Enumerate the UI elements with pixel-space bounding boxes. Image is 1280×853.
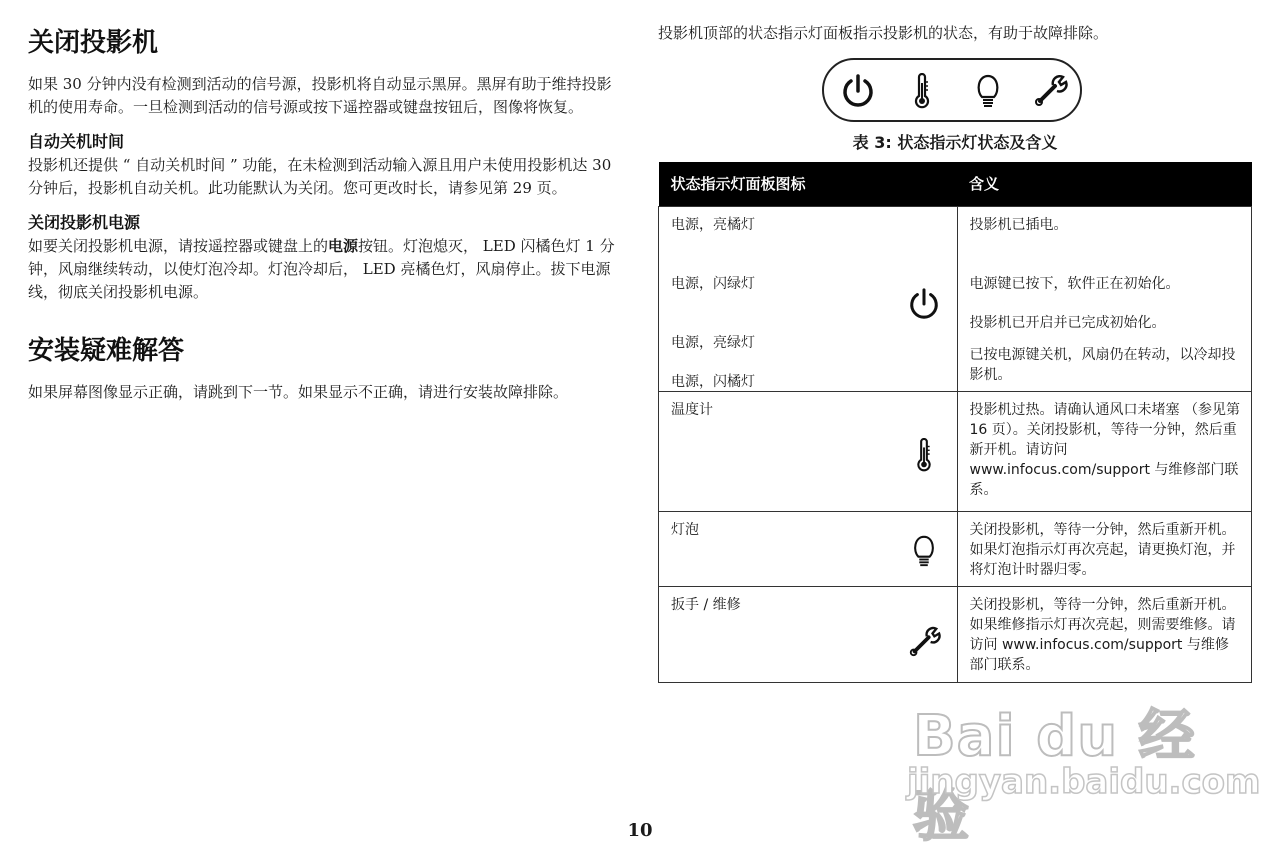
wrench-label-cell <box>659 587 958 683</box>
table-row-lamp <box>659 512 1252 587</box>
power-meaning-initializing: 电源键已按下，软件正在初始化。 <box>969 276 1180 292</box>
power-keyword: 电源 <box>328 237 359 255</box>
table-row-temperature <box>659 392 1252 512</box>
power-meanings-cell <box>957 207 1252 392</box>
table-header-row <box>659 162 1252 207</box>
status-table <box>658 162 1252 683</box>
power-meaning-plugged: 投影机已插电。 <box>969 217 1068 233</box>
baidu-watermark <box>905 692 1261 849</box>
shutdown-paragraph: 如果 30 分钟内没有检测到活动的信号源，投影机将自动显示黑屏。黑屏有助于维持投影机的使用寿命。一旦检测到活动的信号源或按下遥控器或键盘按钮后，图像将恢复。 <box>28 75 612 116</box>
lamp-label: 灯泡 <box>671 522 699 538</box>
power-off-paragraph: 如要关闭投影机电源，请按遥控器或键盘上的电源按钮。灯泡熄灭， LED 闪橘色灯 1 分钟，风扇继续转动，以使灯泡冷却。灯泡冷却后， LED 亮橘色灯，风扇停止。拔下电源线，彻底关闭投影机电源。 <box>28 237 615 301</box>
status-indicator-panel <box>822 58 1082 122</box>
header-icon-column: 状态指示灯面板图标 <box>659 162 958 207</box>
table-row-power <box>659 207 1252 392</box>
thermometer-icon <box>904 73 940 109</box>
header-meaning-column: 含义 <box>957 162 1252 207</box>
subheading-power-off: 关闭投影机电源 <box>28 213 141 232</box>
lightbulb-icon <box>970 73 1006 109</box>
lamp-meaning: 关闭投影机，等待一分钟，然后重新开机。如果灯泡指示灯再次亮起，请更换灯泡，并将灯泡计时器归零。 <box>957 512 1252 587</box>
table-caption: 表 3: 状态指示灯状态及含义 <box>852 133 1058 152</box>
left-column <box>28 22 620 412</box>
power-icon <box>907 287 941 321</box>
wrench-icon <box>907 625 941 659</box>
power-icon <box>840 73 876 109</box>
auto-off-paragraph: 投影机还提供 “ 自动关机时间 ” 功能，在未检测到活动输入源且用户未使用投影机达 30 分钟后，投影机自动关机。此功能默认为关闭。您可更改时长，请参见第 29 页。 <box>28 156 612 197</box>
section-title-troubleshooting: 安装疑难解答 <box>28 336 185 366</box>
subheading-auto-off: 自动关机时间 <box>28 132 125 151</box>
troubleshooting-paragraph: 如果屏幕图像显示正确，请跳到下一节。如果显示不正确，请进行安装故障排除。 <box>28 383 569 401</box>
temperature-meaning: 投影机过热。请确认通风口未堵塞 （参见第 16 页）。关闭投影机，等待一分钟，然后重新开机。请访问 www.infocus.com/support 与维修部门联系。 <box>957 392 1252 512</box>
lightbulb-icon <box>907 534 941 568</box>
status-panel-intro: 投影机顶部的状态指示灯面板指示投影机的状态，有助于故障排除。 <box>658 24 1109 42</box>
watermark-url: jingyan.baidu.com <box>907 762 1261 802</box>
temperature-label-cell <box>659 392 958 512</box>
table-row-wrench <box>659 587 1252 683</box>
power-labels-cell <box>659 207 958 392</box>
watermark-logo-text: Bai du 经验 <box>913 704 1196 849</box>
lamp-label-cell <box>659 512 958 587</box>
page-number: 10 <box>627 820 653 841</box>
section-title-shutdown: 关闭投影机 <box>28 28 159 58</box>
power-meaning-ready: 投影机已开启并已完成初始化。 <box>969 315 1166 331</box>
wrench-icon <box>1032 73 1068 109</box>
thermometer-icon <box>907 438 941 472</box>
temperature-label: 温度计 <box>671 402 713 418</box>
power-label-green-steady: 电源，亮绿灯 <box>671 335 755 351</box>
power-label-amber-blink: 电源，闪橘灯 <box>671 374 755 390</box>
wrench-meaning: 关闭投影机，等待一分钟，然后重新开机。如果维修指示灯再次亮起，则需要维修。请访问 www.infocus.com/support 与维修部门联系。 <box>957 587 1252 683</box>
power-label-amber-steady: 电源，亮橘灯 <box>671 217 755 233</box>
wrench-label: 扳手 / 维修 <box>671 597 741 613</box>
power-meaning-cooling: 已按电源键关机，风扇仍在转动，以冷却投影机。 <box>969 347 1236 383</box>
right-column <box>658 22 1252 673</box>
power-label-green-blink: 电源，闪绿灯 <box>671 276 755 292</box>
